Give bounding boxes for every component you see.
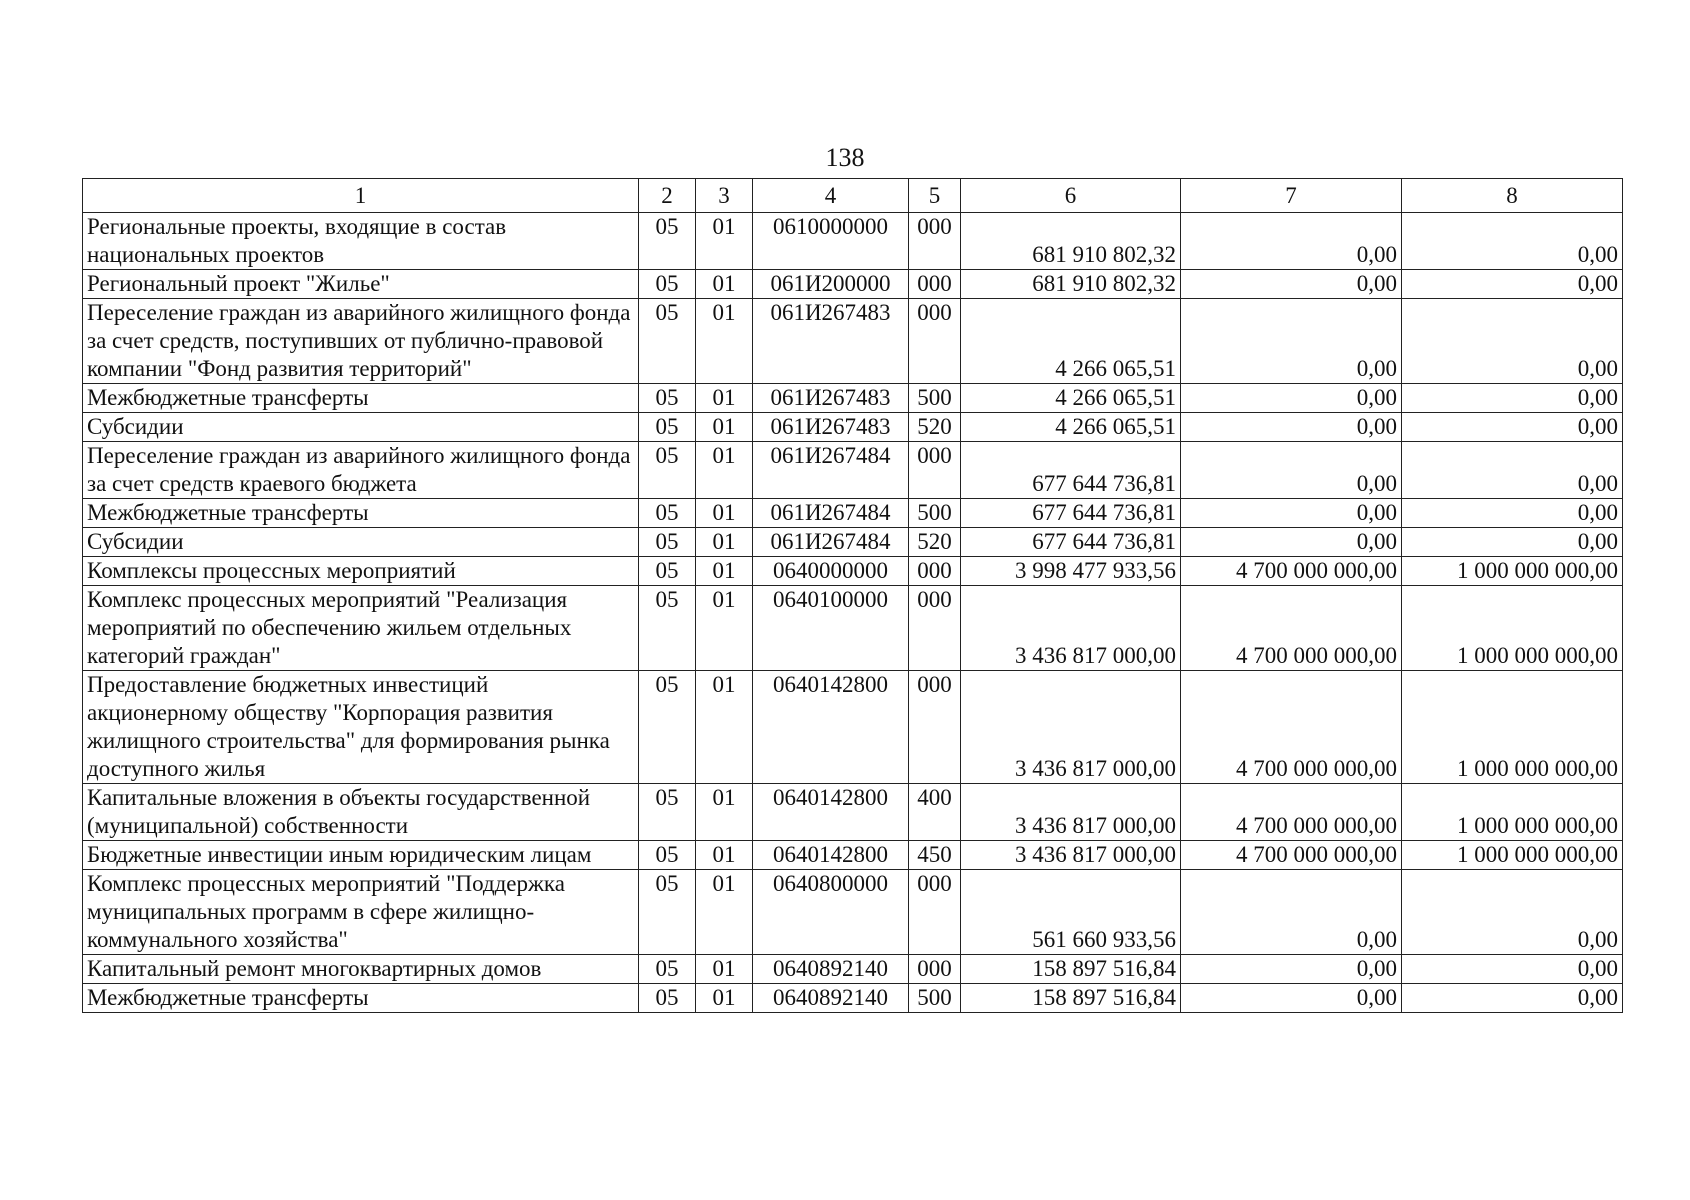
table-row: [83, 557, 1623, 586]
table-row: [83, 586, 1623, 671]
row-name-cell: Межбюджетные трансферты: [83, 984, 639, 1013]
header-cell: 2: [639, 179, 696, 213]
amount-col6-cell: 3 436 817 000,00: [961, 784, 1181, 841]
expense-type-cell: 000: [909, 299, 961, 384]
expense-type-cell: 520: [909, 528, 961, 557]
header-cell: 5: [909, 179, 961, 213]
header-cell: 1: [83, 179, 639, 213]
table-row: [83, 870, 1623, 955]
section-code-cell: 05: [639, 984, 696, 1013]
section-code-cell: 05: [639, 955, 696, 984]
row-name-cell: Переселение граждан из аварийного жилищного фонда за счет средств краевого бюджета: [83, 442, 639, 499]
row-name-cell: Капитальный ремонт многоквартирных домов: [83, 955, 639, 984]
header-cell: 4: [753, 179, 909, 213]
target-article-cell: 0640100000: [753, 586, 909, 671]
section-code-cell: 05: [639, 557, 696, 586]
expense-type-cell: 500: [909, 984, 961, 1013]
expense-type-cell: 000: [909, 586, 961, 671]
section-code-cell: 05: [639, 299, 696, 384]
subsection-code-cell: 01: [696, 557, 753, 586]
amount-col6-cell: 677 644 736,81: [961, 528, 1181, 557]
table-row: [83, 671, 1623, 784]
target-article-cell: 0640142800: [753, 784, 909, 841]
amount-col6-cell: 3 998 477 933,56: [961, 557, 1181, 586]
header-cell: 7: [1181, 179, 1402, 213]
subsection-code-cell: 01: [696, 213, 753, 270]
expense-type-cell: 000: [909, 671, 961, 784]
subsection-code-cell: 01: [696, 528, 753, 557]
table-body: [83, 213, 1623, 1013]
target-article-cell: 061И267484: [753, 528, 909, 557]
table-row: [83, 841, 1623, 870]
subsection-code-cell: 01: [696, 784, 753, 841]
row-name-cell: Переселение граждан из аварийного жилищного фонда за счет средств, поступивших от публично-правовой компании "Фонд развития территорий": [83, 299, 639, 384]
expense-type-cell: 000: [909, 870, 961, 955]
amount-col7-cell: 4 700 000 000,00: [1181, 841, 1402, 870]
row-name-cell: Региональный проект "Жилье": [83, 270, 639, 299]
row-name-cell: Капитальные вложения в объекты государственной (муниципальной) собственности: [83, 784, 639, 841]
amount-col7-cell: 4 700 000 000,00: [1181, 784, 1402, 841]
row-name-cell: Субсидии: [83, 528, 639, 557]
subsection-code-cell: 01: [696, 870, 753, 955]
subsection-code-cell: 01: [696, 270, 753, 299]
table-row: [83, 528, 1623, 557]
amount-col8-cell: 1 000 000 000,00: [1402, 841, 1623, 870]
row-name-cell: Комплекс процессных мероприятий "Поддержка муниципальных программ в сфере жилищно-коммунального хозяйства": [83, 870, 639, 955]
table-row: [83, 955, 1623, 984]
table-row: [83, 213, 1623, 270]
section-code-cell: 05: [639, 499, 696, 528]
section-code-cell: 05: [639, 671, 696, 784]
amount-col8-cell: 0,00: [1402, 528, 1623, 557]
amount-col7-cell: 0,00: [1181, 299, 1402, 384]
header-cell: 3: [696, 179, 753, 213]
amount-col7-cell: 0,00: [1181, 955, 1402, 984]
subsection-code-cell: 01: [696, 299, 753, 384]
target-article-cell: 061И200000: [753, 270, 909, 299]
amount-col8-cell: 1 000 000 000,00: [1402, 784, 1623, 841]
target-article-cell: 0610000000: [753, 213, 909, 270]
amount-col7-cell: 0,00: [1181, 384, 1402, 413]
section-code-cell: 05: [639, 413, 696, 442]
subsection-code-cell: 01: [696, 413, 753, 442]
header-cell: 8: [1402, 179, 1623, 213]
amount-col6-cell: 681 910 802,32: [961, 270, 1181, 299]
target-article-cell: 0640892140: [753, 984, 909, 1013]
amount-col6-cell: 3 436 817 000,00: [961, 586, 1181, 671]
table-row: [83, 499, 1623, 528]
amount-col8-cell: 0,00: [1402, 299, 1623, 384]
section-code-cell: 05: [639, 213, 696, 270]
amount-col8-cell: 1 000 000 000,00: [1402, 557, 1623, 586]
expense-type-cell: 000: [909, 442, 961, 499]
amount-col6-cell: 3 436 817 000,00: [961, 671, 1181, 784]
amount-col7-cell: 4 700 000 000,00: [1181, 557, 1402, 586]
section-code-cell: 05: [639, 870, 696, 955]
amount-col6-cell: 3 436 817 000,00: [961, 841, 1181, 870]
table-row: [83, 442, 1623, 499]
amount-col8-cell: 1 000 000 000,00: [1402, 586, 1623, 671]
target-article-cell: 0640142800: [753, 841, 909, 870]
row-name-cell: Межбюджетные трансферты: [83, 499, 639, 528]
expense-type-cell: 400: [909, 784, 961, 841]
expense-type-cell: 450: [909, 841, 961, 870]
target-article-cell: 061И267483: [753, 413, 909, 442]
expense-type-cell: 000: [909, 270, 961, 299]
amount-col8-cell: 0,00: [1402, 870, 1623, 955]
subsection-code-cell: 01: [696, 499, 753, 528]
row-name-cell: Региональные проекты, входящие в состав национальных проектов: [83, 213, 639, 270]
row-name-cell: Комплекс процессных мероприятий "Реализация мероприятий по обеспечению жильем отдельных категорий граждан": [83, 586, 639, 671]
section-code-cell: 05: [639, 270, 696, 299]
amount-col6-cell: 158 897 516,84: [961, 955, 1181, 984]
budget-table: [82, 178, 1623, 1013]
table-row: [83, 299, 1623, 384]
section-code-cell: 05: [639, 784, 696, 841]
table-row: [83, 413, 1623, 442]
amount-col8-cell: 1 000 000 000,00: [1402, 671, 1623, 784]
amount-col7-cell: 0,00: [1181, 528, 1402, 557]
section-code-cell: 05: [639, 841, 696, 870]
target-article-cell: 061И267484: [753, 442, 909, 499]
subsection-code-cell: 01: [696, 671, 753, 784]
amount-col6-cell: 4 266 065,51: [961, 413, 1181, 442]
amount-col6-cell: 4 266 065,51: [961, 299, 1181, 384]
expense-type-cell: 000: [909, 213, 961, 270]
row-name-cell: Предоставление бюджетных инвестиций акционерному обществу "Корпорация развития жилищного строительства" для формирования рынка доступного жилья: [83, 671, 639, 784]
amount-col6-cell: 677 644 736,81: [961, 442, 1181, 499]
amount-col6-cell: 681 910 802,32: [961, 213, 1181, 270]
target-article-cell: 0640142800: [753, 671, 909, 784]
amount-col8-cell: 0,00: [1402, 442, 1623, 499]
row-name-cell: Межбюджетные трансферты: [83, 384, 639, 413]
target-article-cell: 061И267483: [753, 299, 909, 384]
amount-col7-cell: 0,00: [1181, 984, 1402, 1013]
amount-col6-cell: 158 897 516,84: [961, 984, 1181, 1013]
target-article-cell: 061И267484: [753, 499, 909, 528]
amount-col8-cell: 0,00: [1402, 384, 1623, 413]
target-article-cell: 0640800000: [753, 870, 909, 955]
subsection-code-cell: 01: [696, 984, 753, 1013]
amount-col8-cell: 0,00: [1402, 213, 1623, 270]
section-code-cell: 05: [639, 442, 696, 499]
amount-col8-cell: 0,00: [1402, 499, 1623, 528]
amount-col7-cell: 0,00: [1181, 270, 1402, 299]
amount-col7-cell: 0,00: [1181, 213, 1402, 270]
amount-col7-cell: 0,00: [1181, 442, 1402, 499]
table-row: [83, 784, 1623, 841]
subsection-code-cell: 01: [696, 955, 753, 984]
header-cell: 6: [961, 179, 1181, 213]
page-number: 138: [825, 143, 865, 172]
table-row: [83, 984, 1623, 1013]
row-name-cell: Комплексы процессных мероприятий: [83, 557, 639, 586]
amount-col7-cell: 0,00: [1181, 499, 1402, 528]
section-code-cell: 05: [639, 586, 696, 671]
amount-col8-cell: 0,00: [1402, 984, 1623, 1013]
amount-col7-cell: 0,00: [1181, 413, 1402, 442]
expense-type-cell: 000: [909, 557, 961, 586]
target-article-cell: 0640000000: [753, 557, 909, 586]
table-row: [83, 384, 1623, 413]
expense-type-cell: 000: [909, 955, 961, 984]
amount-col8-cell: 0,00: [1402, 955, 1623, 984]
subsection-code-cell: 01: [696, 586, 753, 671]
expense-type-cell: 500: [909, 499, 961, 528]
row-name-cell: Субсидии: [83, 413, 639, 442]
amount-col6-cell: 561 660 933,56: [961, 870, 1181, 955]
amount-col6-cell: 4 266 065,51: [961, 384, 1181, 413]
header-row: [83, 179, 1623, 213]
target-article-cell: 061И267483: [753, 384, 909, 413]
expense-type-cell: 520: [909, 413, 961, 442]
section-code-cell: 05: [639, 528, 696, 557]
amount-col7-cell: 0,00: [1181, 870, 1402, 955]
subsection-code-cell: 01: [696, 384, 753, 413]
section-code-cell: 05: [639, 384, 696, 413]
subsection-code-cell: 01: [696, 442, 753, 499]
table-row: [83, 270, 1623, 299]
expense-type-cell: 500: [909, 384, 961, 413]
row-name-cell: Бюджетные инвестиции иным юридическим лицам: [83, 841, 639, 870]
amount-col6-cell: 677 644 736,81: [961, 499, 1181, 528]
amount-col7-cell: 4 700 000 000,00: [1181, 671, 1402, 784]
amount-col7-cell: 4 700 000 000,00: [1181, 586, 1402, 671]
amount-col8-cell: 0,00: [1402, 270, 1623, 299]
target-article-cell: 0640892140: [753, 955, 909, 984]
subsection-code-cell: 01: [696, 841, 753, 870]
amount-col8-cell: 0,00: [1402, 413, 1623, 442]
